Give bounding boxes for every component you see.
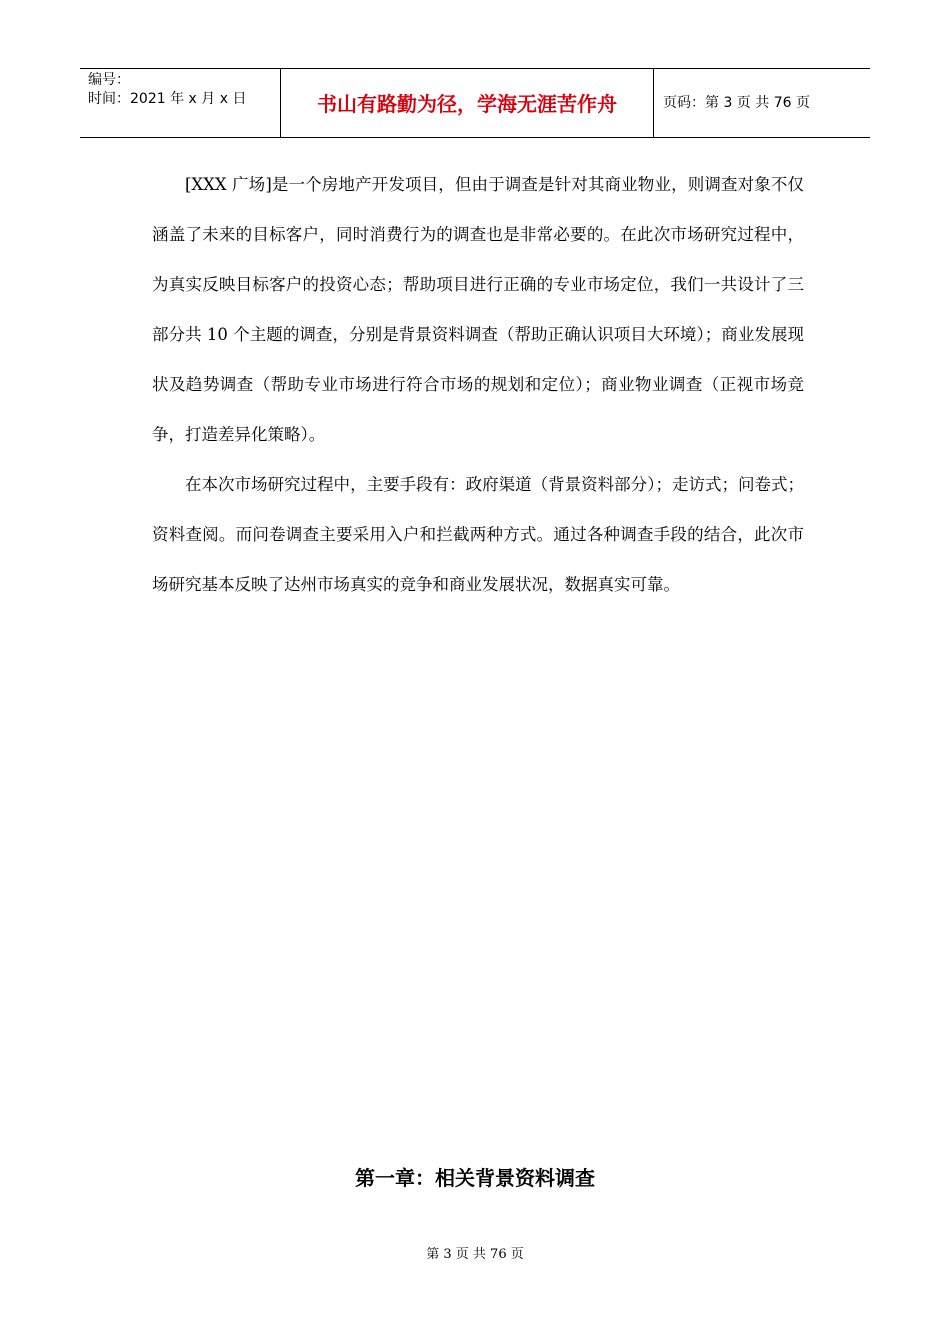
- body-paragraph-1: [XXX 广场]是一个房地产开发项目，但由于调查是针对其商业物业，则调查对象不仅涵盖了未来的目标客户，同时消费行为的调查也是非常必要的。在此次市场研究过程中，为真实反映目标客户的投资心态；帮助项目进行正确的专业市场定位，我们一共设计了三部分共 10 个主题的调查，分别是背景资料调查（帮助正确认识项目大环境）；商业发展现状及趋势调查（帮助专业市场进行符合市场的规划和定位）；商业物业调查（正视市场竞争，打造差异化策略）。: [152, 175, 804, 444]
- body-paragraph-2: 在本次市场研究过程中，主要手段有：政府渠道（背景资料部分）；走访式；问卷式；资料查阅。而问卷调查主要采用入户和拦截两种方式。通过各种调查手段的结合，此次市场研究基本反映了达州市场真实的竞争和商业发展状况，数据真实可靠。: [152, 475, 804, 594]
- header-table: [80, 68, 870, 138]
- document-number-label: 编号：: [88, 72, 130, 88]
- header-motto-cell: [281, 69, 654, 137]
- document-date-label: 时间：2021 年 x 月 x 日: [88, 91, 247, 107]
- body-text: [152, 160, 804, 610]
- page-footer: 第 3 页 共 76 页: [426, 1247, 524, 1262]
- header-page-info: 页码：第 3 页 共 76 页: [663, 95, 810, 111]
- chapter-heading: 第一章：相关背景资料调查: [355, 1166, 595, 1190]
- header-motto: 书山有路勤为径，学海无涯苦作舟: [317, 92, 617, 116]
- header-meta-cell: [80, 69, 281, 137]
- header-page-cell: [654, 69, 870, 137]
